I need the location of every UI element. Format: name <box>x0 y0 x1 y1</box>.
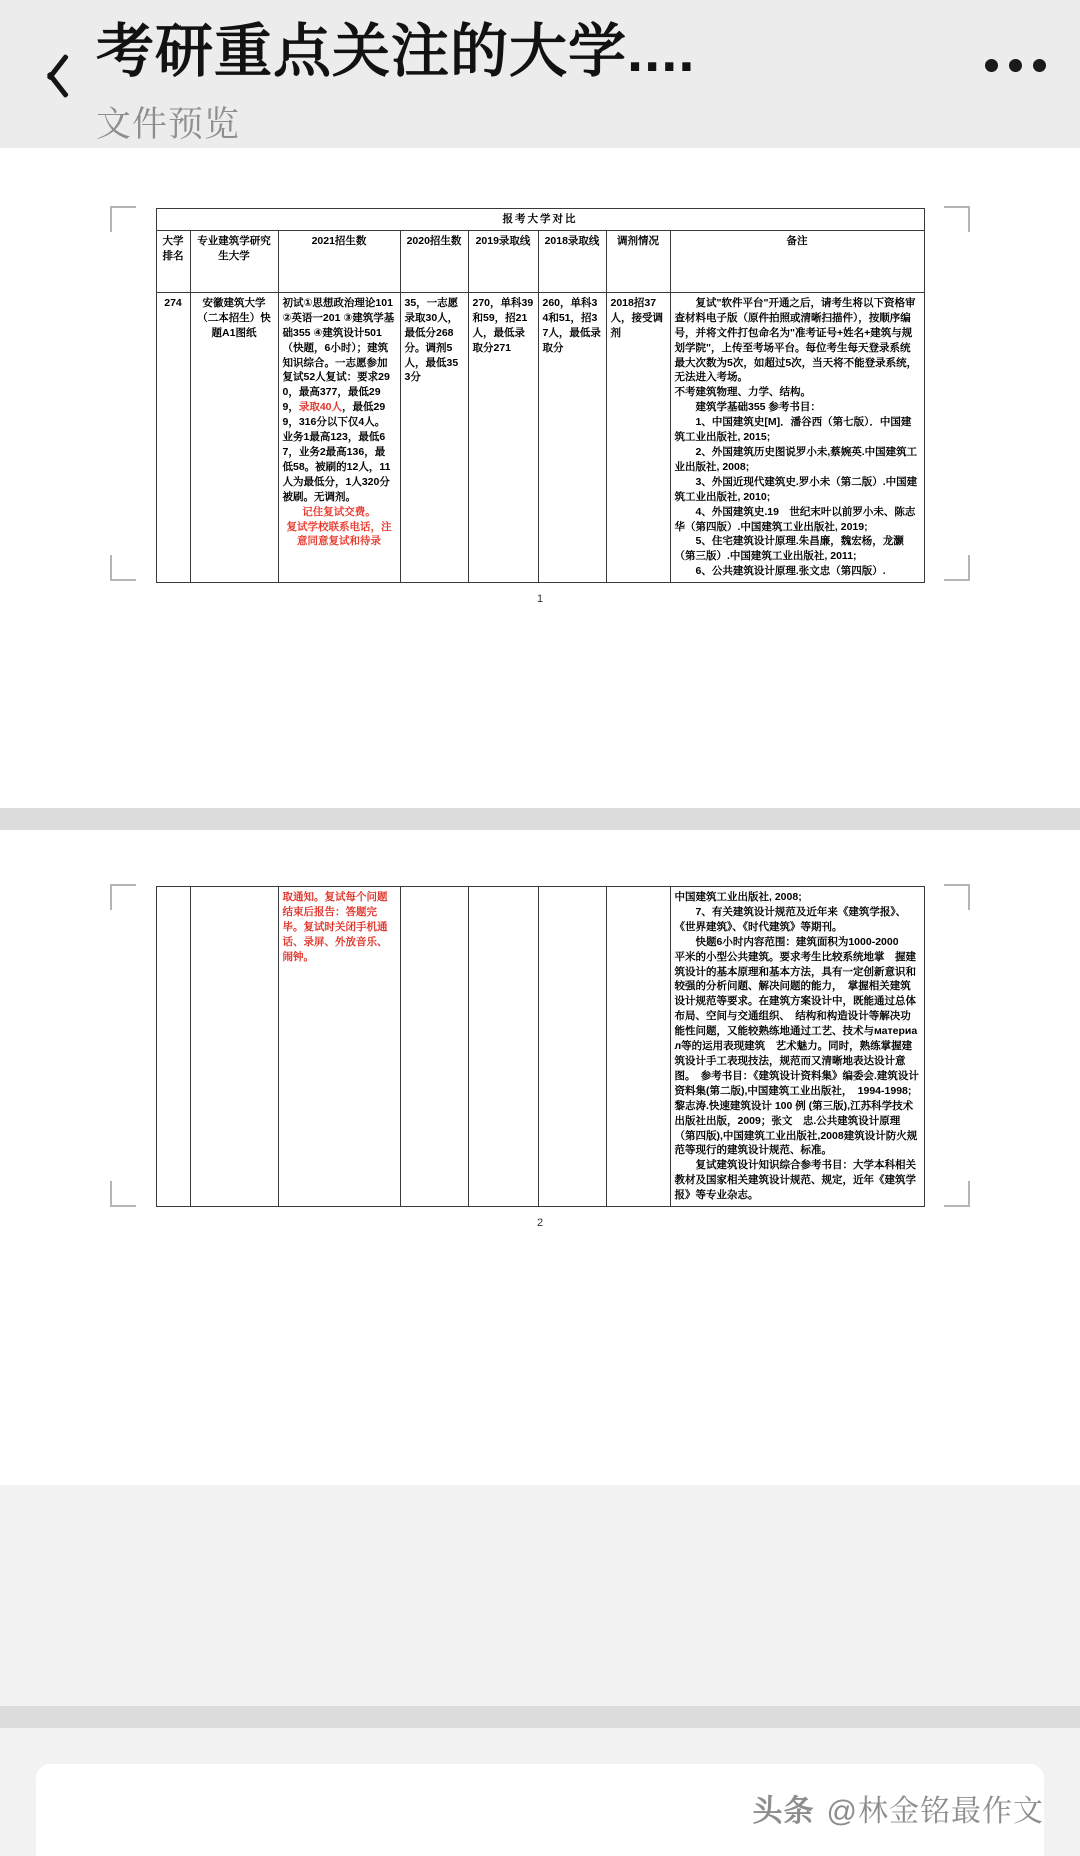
crop-mark <box>110 884 136 910</box>
cell-2019-continued <box>468 887 538 1207</box>
cell-2021-text-a: 初试①思想政治理论101 ②英语一201 ③建筑学基础355 ④建筑设计501 （快题，6小时）；建筑知识综合。一志愿参加复试52人复试：要求290，最高377，最低299， <box>282 296 395 414</box>
remark-paragraph-3: 建筑学基础355 参考书目： <box>695 401 821 414</box>
document-page-2 <box>0 830 1080 1485</box>
page-number-1: 1 <box>536 593 544 606</box>
comparison-table <box>156 208 925 583</box>
cell-adjustment-continued <box>606 887 670 1207</box>
remark2-paragraph-2: 7、有关建筑设计规范及近年来《建筑学报》、《世界建筑》、《时代建筑》等期刊。 <box>674 905 907 933</box>
cell-2018-cutoff: 260，单科34和51，招37人，最低录取分 <box>538 292 606 582</box>
app-footer <box>0 1728 1080 1856</box>
toutiao-logo: 头条 <box>752 1795 815 1828</box>
cell-2021-red-note-continued: 取通知。复试每个问题结束后报告：答题完毕。复试时关闭手机通话、录屏、外放音乐、闹钟。 <box>282 891 388 963</box>
cell-remarks <box>670 292 924 582</box>
crop-mark <box>944 555 970 581</box>
document-page-1 <box>0 148 1080 808</box>
column-header-university: 专业建筑学研究生大学 <box>190 230 278 292</box>
cell-2018-continued <box>538 887 606 1207</box>
page-1-sheet <box>110 148 970 605</box>
back-button[interactable] <box>0 0 96 148</box>
comparison-table-continued <box>156 886 925 1207</box>
page-subtitle: 文件预览 <box>96 104 241 144</box>
remark2-paragraph-1: 中国建筑工业出版社, 2008; <box>674 891 802 903</box>
remark-paragraph-9: 6、公共建筑设计原理.张文忠（第四版）. <box>695 565 886 578</box>
cell-rank: 274 <box>156 292 190 582</box>
remark-paragraph-8: 5、住宅建筑设计原理.朱昌廉，魏宏杨，龙灏（第三版）.中国建筑工业出版社, 2011; <box>674 535 904 563</box>
cell-2020-admissions: 35，一志愿录取30人，最低分268分。调剂5人，最低35 3分 <box>400 292 468 582</box>
remark-paragraph-2: 不考建筑物理、力学、结构。 <box>674 386 811 399</box>
page-title: 考研重点关注的大学.... <box>96 20 696 84</box>
column-header-adjustment: 调剂情况 <box>606 230 670 292</box>
more-options-button[interactable] <box>950 0 1080 148</box>
cell-2019-cutoff: 270，单科39和59，招21人，最低录取分271 <box>468 292 538 582</box>
more-horizontal-icon <box>985 59 1046 72</box>
cell-remarks-continued <box>670 887 924 1207</box>
page-separator <box>0 808 1080 830</box>
cell-2020-continued <box>400 887 468 1207</box>
cell-university-continued <box>190 887 278 1207</box>
cell-2021-red-note-1: 记住复试交费。 <box>302 505 376 518</box>
cell-university: 安徽建筑大学（二本招生）快题A1图纸 <box>190 292 278 582</box>
cell-2021-continued <box>278 887 400 1207</box>
crop-mark <box>110 206 136 232</box>
cell-2021-text-b: ，最低299，316分以下仅4人。业务1最高123，最低67，业务2最高136，最低58。被刷的12人，11人为最低分，1人320分被刷。无调剂。 <box>282 401 391 503</box>
header-title-block <box>96 0 950 147</box>
crop-mark <box>110 555 136 581</box>
crop-mark <box>944 206 970 232</box>
page-number-2: 2 <box>536 1217 544 1230</box>
table-row <box>156 292 924 582</box>
remark-paragraph-6: 3、外国近现代建筑史.罗小未（第二版）.中国建筑工业出版社, 2010; <box>674 475 918 503</box>
cell-rank-continued <box>156 887 190 1207</box>
table-row <box>156 887 924 1207</box>
cell-2021-red-note-2: 复试学校联系电话，注意同意复试和待录 <box>286 520 392 548</box>
remark-paragraph-4: 1、中国建筑史[M]．潘谷西（第七版）．中国建筑工业出版社, 2015; <box>674 416 912 444</box>
remark-paragraph-5: 2、外国建筑历史图说罗小未,蔡婉英.中国建筑工业出版社, 2008; <box>674 445 918 473</box>
column-header-2018: 2018录取线 <box>538 230 606 292</box>
column-header-2020: 2020招生数 <box>400 230 468 292</box>
crop-mark <box>110 1181 136 1207</box>
table-title-row <box>156 209 924 231</box>
crop-mark <box>944 1181 970 1207</box>
remark-paragraph-1: 复试"软件平台"开通之后，请考生将以下资格审查材料电子版（原件拍照或清晰扫描件），按顺序编号，并将文件打包命名为"准考证号+姓名+建筑与规划学院"，上传至考场平台。每位考生每天登录系统最大次数为5次，如超过5次，当天将不能登录系统，无法进入考场。 <box>674 296 918 384</box>
column-header-remarks: 备注 <box>670 230 924 292</box>
cell-2021-admissions <box>278 292 400 582</box>
crop-mark <box>944 884 970 910</box>
remark2-paragraph-4: 复试建筑设计知识综合参考书目：大学本科相关教材及国家相关建筑设计规范、规定，近年《建筑学报》等专业杂志。 <box>674 1159 916 1202</box>
watermark-author: @林金铭最作文 <box>826 1795 1044 1828</box>
table-header-row <box>156 230 924 292</box>
remark2-paragraph-3: 快题6小时内容范围：建筑面积为1000-2000 平米的小型公共建筑。要求考生比较系统地掌 握建筑设计的基本原理和基本方法，具有一定创新意识和较强的分析问题、解决问题的能力， 掌握相关建筑设计规范等要求。在建筑方案设计中，既能通过总体布局、空间与交通组织、 结构和构造设计等解决功能性问题，又能较熟练地通过工艺、技术与материал等的运用表现建筑 艺术魅力。同时，熟练掌握建筑设计手工表现技法，规范而又清晰地表达设计意图。 参考书目：《建筑设计资料集》编委会.建筑设计资料集(第二版),中国建筑工业出版社， 1994-1998;黎志涛.快速建筑设计 100 例 (第三版),江苏科学技术出版社出版，2009；张文 忠.公共建筑设计原理 （第四版),中国建筑工业出版社,2008建筑设计防火规范等现行的建筑设计规范、标准。 <box>674 935 919 1157</box>
page-2-sheet <box>110 830 970 1229</box>
document-viewer[interactable] <box>0 148 1080 1856</box>
column-header-2021: 2021招生数 <box>278 230 400 292</box>
app-header <box>0 0 1080 148</box>
page-separator-bottom <box>0 1706 1080 1728</box>
cell-2021-highlight: 录取40人 <box>298 401 343 414</box>
column-header-2019: 2019录取线 <box>468 230 538 292</box>
watermark <box>753 1786 1044 1830</box>
column-header-rank: 大学排名 <box>156 230 190 292</box>
cell-adjustment: 2018招37人，接受调剂 <box>606 292 670 582</box>
chevron-left-icon <box>33 47 63 101</box>
remark-paragraph-7: 4、外国建筑史.19 世纪末叶以前罗小未、陈志华（第四版）.中国建筑工业出版社, 2019; <box>674 505 916 533</box>
table-title: 报考大学对比 <box>156 209 924 231</box>
